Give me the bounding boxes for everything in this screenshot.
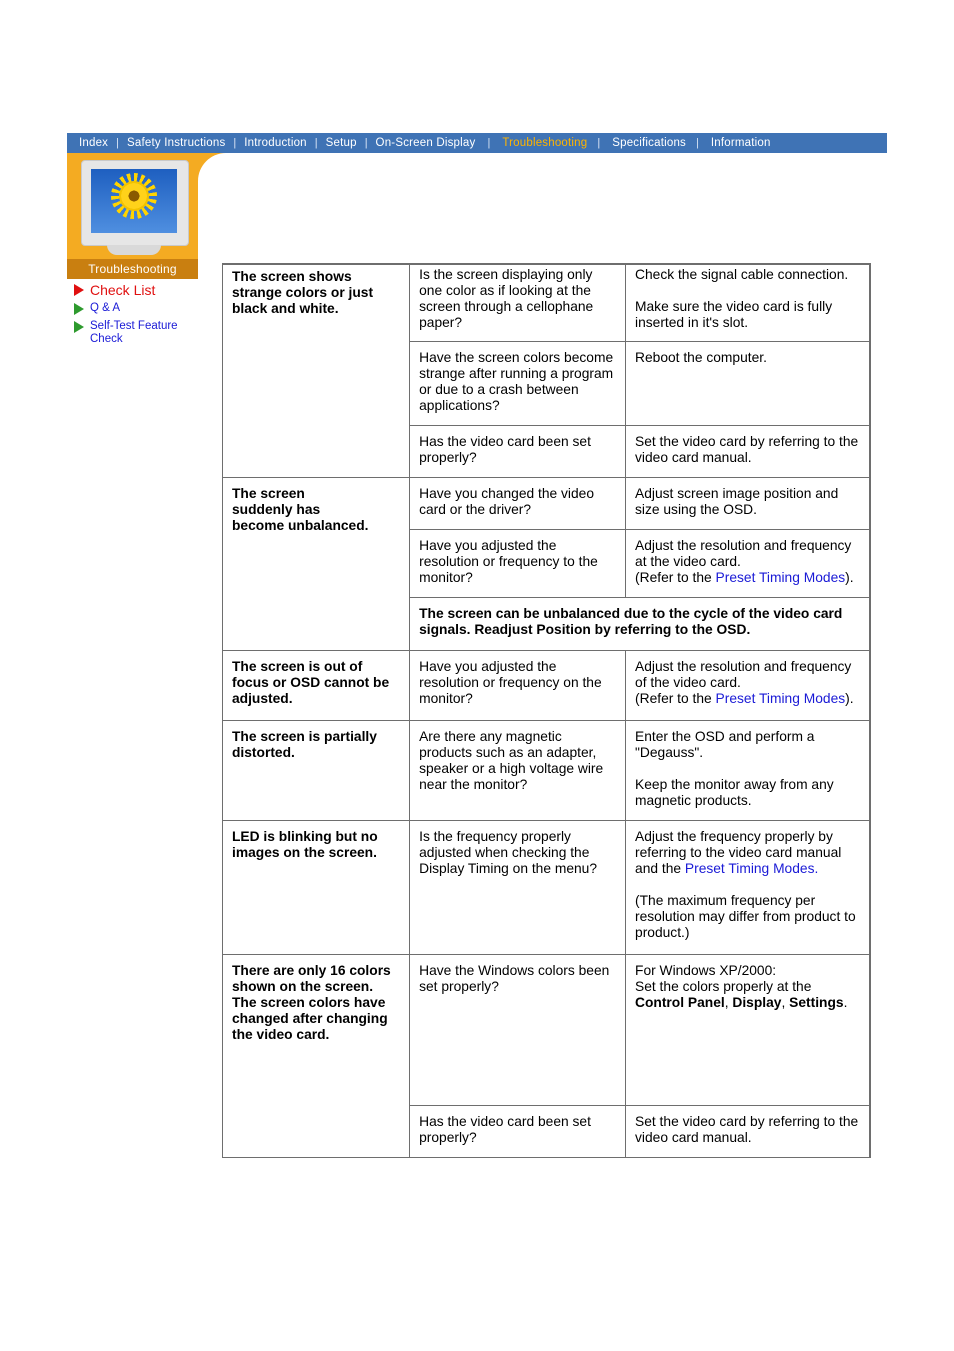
nav-separator: | bbox=[364, 137, 368, 149]
top-nav-bar bbox=[67, 133, 887, 153]
nav-troubleshooting[interactable]: Troubleshooting bbox=[502, 137, 588, 149]
sunflower-center bbox=[119, 181, 149, 211]
action-cell bbox=[626, 720, 870, 820]
action-text: Adjust the resolution and frequency of the video card. bbox=[635, 658, 852, 690]
monitor-icon bbox=[81, 160, 189, 246]
action-text-pre: (Refer to the bbox=[635, 690, 716, 706]
action-text bbox=[635, 995, 860, 1011]
comma: , bbox=[781, 994, 790, 1010]
nav-separator: | bbox=[487, 137, 491, 149]
logo-curve bbox=[198, 153, 226, 263]
control-panel-text: Control Panel bbox=[635, 994, 725, 1010]
nav-on-screen-display[interactable]: On-Screen Display bbox=[375, 137, 476, 149]
action-text-pre: (Refer to the bbox=[635, 569, 716, 585]
action-text: Make sure the video card is fully inserted in it's slot. bbox=[635, 299, 833, 330]
settings-text: Settings bbox=[789, 994, 844, 1010]
troubleshooting-table bbox=[222, 263, 871, 1158]
table-row bbox=[223, 264, 871, 341]
symptom-cell: LED is blinking but no images on the screen. bbox=[223, 820, 410, 954]
table-row bbox=[223, 650, 871, 720]
action-text-post: ). bbox=[845, 690, 854, 706]
nav-safety-instructions[interactable]: Safety Instructions bbox=[127, 137, 226, 149]
symptom-cell: The screen shows strange colors or just black and white. bbox=[223, 264, 410, 477]
action-text: (The maximum frequency per resolution may differ from product to product.) bbox=[635, 892, 856, 940]
action-cell bbox=[626, 954, 870, 1105]
action-text: Set the colors properly at the bbox=[635, 978, 812, 994]
action-text: For Windows XP/2000: bbox=[635, 962, 777, 978]
triangle-right-icon bbox=[74, 321, 84, 333]
action-text: Check the signal cable connection. bbox=[635, 267, 849, 282]
action-text bbox=[635, 691, 860, 707]
check-cell: Has the video card been set properly? bbox=[410, 425, 626, 477]
sidebar-item-check-list[interactable] bbox=[74, 282, 214, 298]
action-text bbox=[635, 570, 860, 586]
sidebar-item-label: Self-Test Feature Check bbox=[90, 320, 178, 345]
sidebar-item-label: Q & A bbox=[90, 302, 121, 314]
preset-timing-modes-link[interactable]: Preset Timing Modes. bbox=[684, 860, 819, 876]
symptom-cell: The screen is partially distorted. bbox=[223, 720, 410, 820]
comma: , bbox=[724, 994, 733, 1010]
monitor-stand bbox=[107, 245, 161, 255]
note-cell: The screen can be unbalanced due to the cycle of the video card signals. Readjust Position by referring to the OSD. bbox=[410, 597, 870, 650]
nav-separator: | bbox=[597, 137, 601, 149]
action-cell: Set the video card by referring to the video card manual. bbox=[626, 1105, 870, 1157]
preset-timing-modes-link[interactable]: Preset Timing Modes bbox=[715, 690, 846, 706]
preset-timing-modes-link[interactable]: Preset Timing Modes bbox=[715, 569, 846, 585]
check-cell: Has the video card been set properly? bbox=[410, 1105, 626, 1157]
action-cell bbox=[626, 264, 870, 341]
check-cell: Have the screen colors become strange after running a program or due to a crash between applications? bbox=[410, 341, 626, 425]
nav-introduction[interactable]: Introduction bbox=[244, 137, 307, 149]
action-text bbox=[635, 829, 860, 877]
period: . bbox=[843, 994, 848, 1010]
nav-index[interactable]: Index bbox=[79, 137, 109, 149]
section-logo bbox=[67, 153, 226, 279]
sidebar-item-qa[interactable] bbox=[74, 302, 214, 315]
table-row bbox=[223, 720, 871, 820]
sidebar-item-self-test[interactable] bbox=[74, 320, 214, 346]
action-cell bbox=[626, 650, 870, 720]
check-cell: Is the frequency properly adjusted when checking the Display Timing on the menu? bbox=[410, 820, 626, 954]
action-cell bbox=[626, 820, 870, 954]
triangle-right-icon bbox=[74, 303, 84, 315]
nav-separator: | bbox=[116, 137, 119, 149]
nav-setup[interactable]: Setup bbox=[325, 137, 357, 149]
check-cell: Have you adjusted the resolution or frequency on the monitor? bbox=[410, 650, 626, 720]
table-row bbox=[223, 477, 871, 529]
sidebar-item-label: Check List bbox=[90, 282, 156, 298]
action-text-pre: Adjust the frequency properly by referring to the video card manual and the bbox=[635, 828, 842, 876]
section-label: Troubleshooting bbox=[67, 259, 198, 279]
check-cell: Have you adjusted the resolution or frequency to the monitor? bbox=[410, 529, 626, 597]
nav-separator: | bbox=[696, 137, 699, 149]
action-text: Keep the monitor away from any magnetic products. bbox=[635, 776, 834, 808]
action-text: Adjust the resolution and frequency at the video card. bbox=[635, 537, 852, 569]
display-text: Display bbox=[732, 994, 782, 1010]
action-cell: Reboot the computer. bbox=[626, 341, 870, 425]
symptom-cell: The screen is out of focus or OSD cannot be adjusted. bbox=[223, 650, 410, 720]
nav-separator: | bbox=[314, 137, 318, 149]
check-cell: Have the Windows colors been set properly? bbox=[410, 954, 626, 1105]
monitor-screen bbox=[91, 169, 177, 233]
table-row bbox=[223, 820, 871, 954]
action-cell: Adjust screen image position and size using the OSD. bbox=[626, 477, 870, 529]
nav-separator: | bbox=[233, 137, 237, 149]
action-cell bbox=[626, 529, 870, 597]
symptom-cell: The screen suddenly has become unbalanced. bbox=[223, 477, 410, 650]
check-cell: Have you changed the video card or the driver? bbox=[410, 477, 626, 529]
triangle-right-icon bbox=[74, 284, 84, 296]
symptom-cell: There are only 16 colors shown on the screen. The screen colors have changed after changing the video card. bbox=[223, 954, 410, 1157]
check-cell: Are there any magnetic products such as an adapter, speaker or a high voltage wire near the monitor? bbox=[410, 720, 626, 820]
action-text-post: ). bbox=[845, 569, 854, 585]
side-nav bbox=[74, 282, 214, 350]
nav-specifications[interactable]: Specifications bbox=[612, 137, 686, 149]
check-cell: Is the screen displaying only one color as if looking at the screen through a cellophane paper? bbox=[410, 264, 626, 341]
action-text: Enter the OSD and perform a "Degauss". bbox=[635, 728, 815, 760]
table-row bbox=[223, 954, 871, 1105]
action-cell: Set the video card by referring to the video card manual. bbox=[626, 425, 870, 477]
nav-information[interactable]: Information bbox=[710, 137, 771, 149]
